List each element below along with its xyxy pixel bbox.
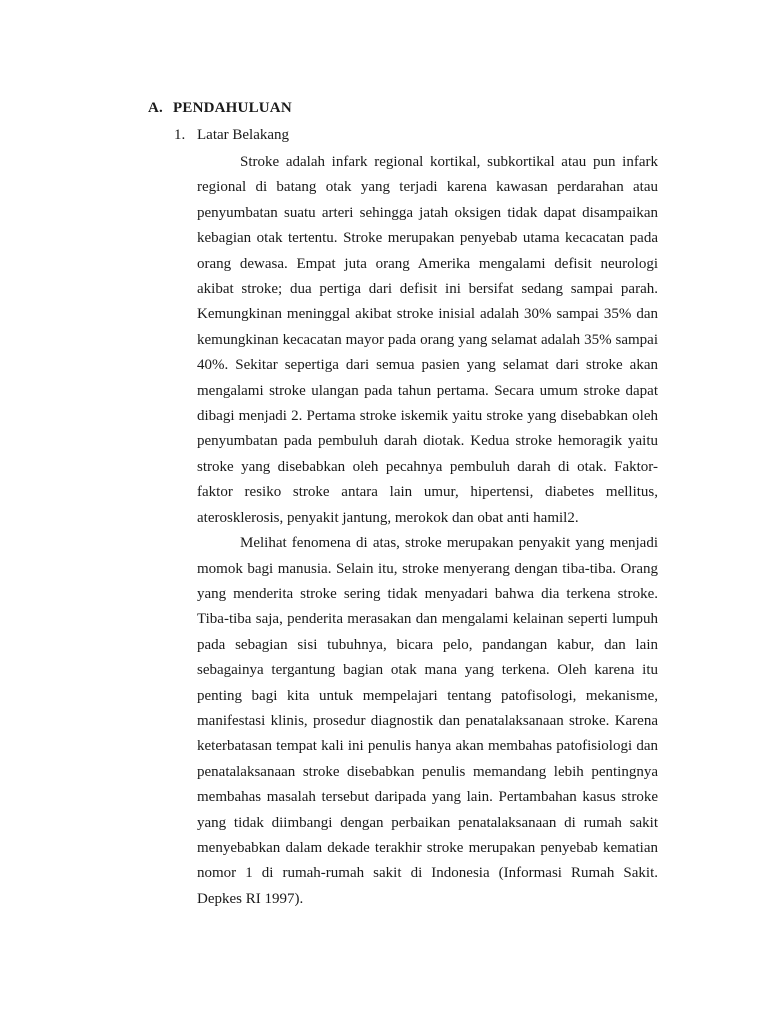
section-heading — [148, 100, 292, 117]
section-title: PENDAHULUAN — [173, 100, 292, 116]
subsection-heading — [174, 127, 289, 144]
body-text — [197, 150, 658, 912]
subsection-title: Latar Belakang — [197, 127, 290, 143]
section-marker: A. — [148, 100, 163, 116]
paragraph-2: Melihat fenomena di atas, stroke merupakan penyakit yang menjadi momok bagi manusia. Selain itu, stroke menyerang dengan tiba-tiba. Orang yang menderita stroke sering tidak menyadari bahwa dia terkena stroke. Tiba-tiba saja, penderita merasakan dan mengalami kelainan seperti lumpuh pada sebagian sisi tubuhnya, bicara pelo, pandangan kabur, dan lain sebagainya tergantung bagian otak mana yang terkena. Oleh karena itu penting bagi kita untuk mempelajari tentang patofisologi, mekanisme, manifestasi klinis, prosedur diagnostik dan penatalaksanaan stroke. Karena keterbatasan tempat kali ini penulis hanya akan membahas patofisiologi dan penatalaksanaan stroke disebabkan penulis memandang lebih pentingnya membahas masalah tersebut daripada yang lain. Pertambahan kasus stroke yang tidak diimbangi dengan perbaikan penatalaksanaan di rumah sakit menyebabkan dalam dekade terakhir stroke merupakan penyebab kematian nomor 1 di rumah-rumah sakit di Indonesia (Informasi Rumah Sakit. Depkes RI 1997). — [197, 535, 658, 907]
paragraph-1: Stroke adalah infark regional kortikal, subkortikal atau pun infark regional di batang otak yang terjadi karena kawasan perdarahan atau penyumbatan suatu arteri sehingga jatah oksigen tidak dapat disampaikan kebagian otak tertentu. Stroke merupakan penyebab utama kecacatan pada orang dewasa. Empat juta orang Amerika mengalami defisit neurologi akibat stroke; dua pertiga dari defisit ini bersifat sedang sampai parah. Kemungkinan meninggal akibat stroke inisial adalah 30% sampai 35% dan kemungkinan kecacatan mayor pada orang yang selamat adalah 35% sampai 40%. Sekitar sepertiga dari semua pasien yang selamat dari stroke akan mengalami stroke ulangan pada tahun pertama. Secara umum stroke dapat dibagi menjadi 2. Pertama stroke iskemik yaitu stroke yang disebabkan oleh penyumbatan pada pembuluh darah diotak. Kedua stroke hemoragik yaitu stroke yang disebabkan oleh pecahnya pembuluh darah di otak. Faktor-faktor resiko stroke antara lain umur, hipertensi, diabetes mellitus, aterosklerosis, penyakit jantung, merokok dan obat anti hamil2. — [197, 154, 658, 526]
subsection-marker: 1. — [174, 127, 186, 143]
